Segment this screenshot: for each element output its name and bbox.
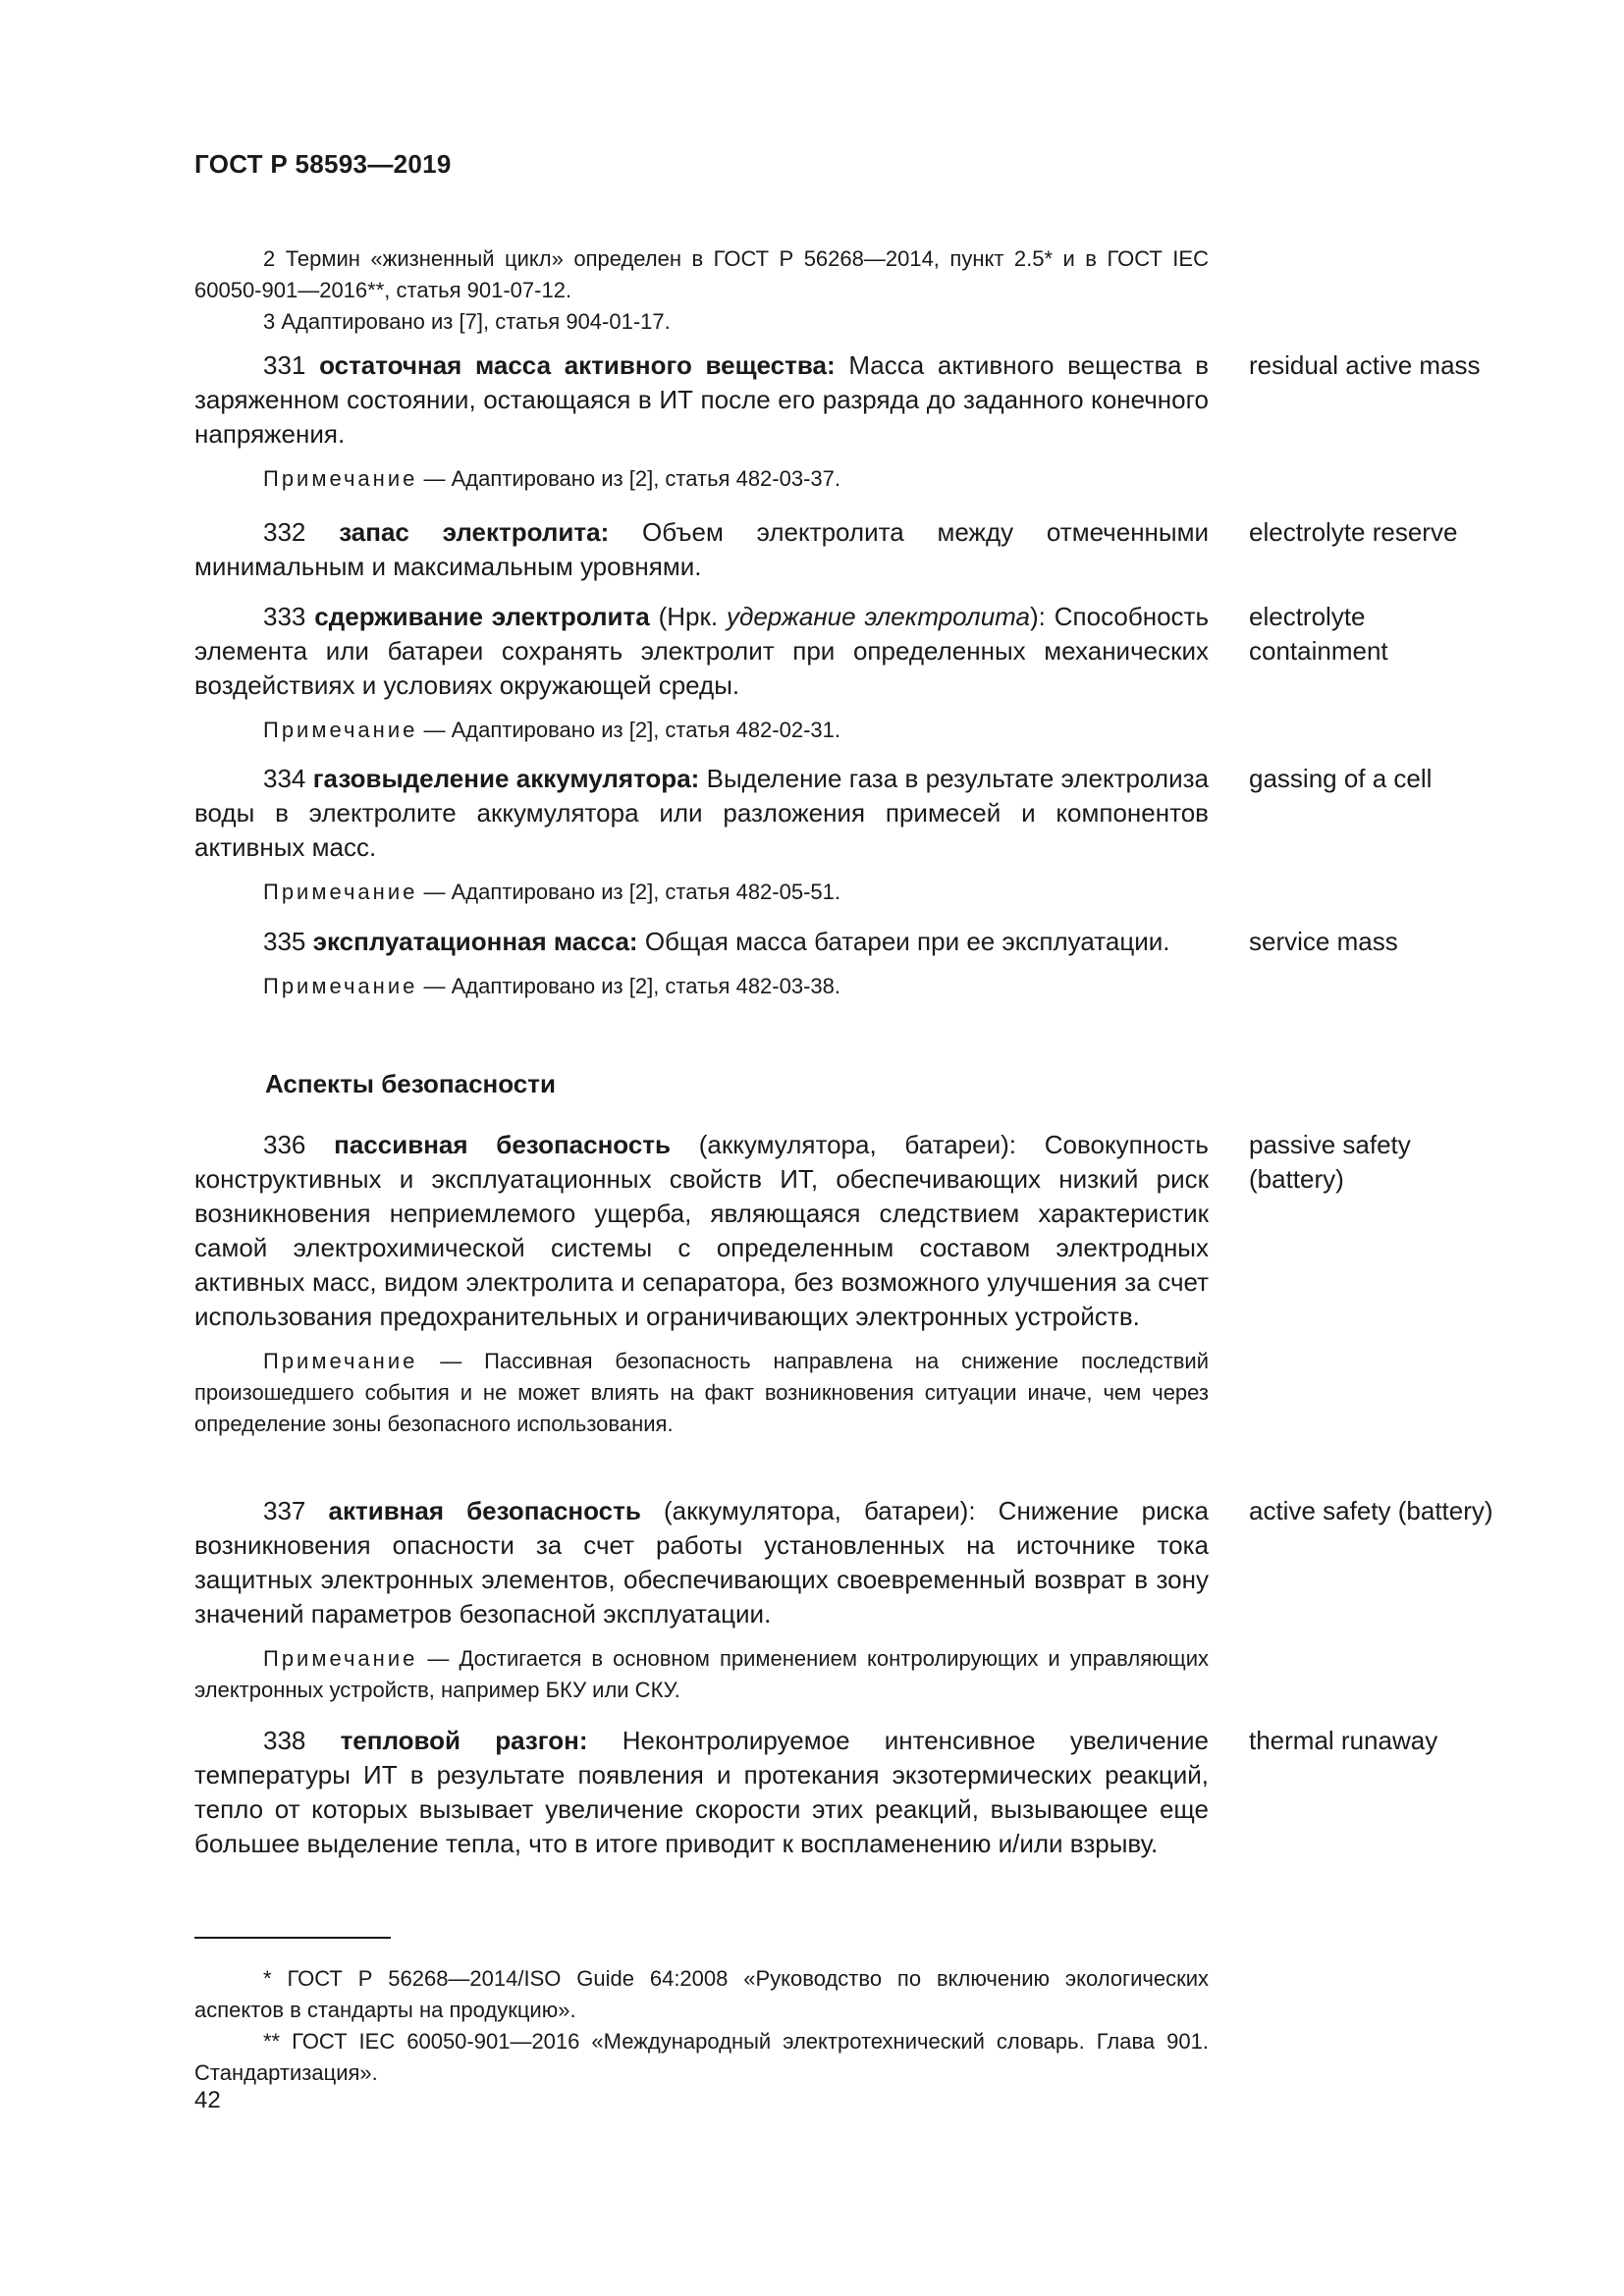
term-number: 331 (263, 350, 306, 380)
term-entry-335 (194, 925, 1209, 1002)
term-name: газовыделение аккумулятора: (312, 764, 700, 793)
term-number: 332 (263, 517, 306, 547)
term-name: активная безопасность (328, 1496, 641, 1525)
term-number: 337 (263, 1496, 306, 1525)
term-entry-333: 333 сдерживание электролита (Нрк. удержание электролита): Способность элемента или батареи сохранять электролит при определенных механических воздействиях и условиях окружающей среды. Примечание — Адаптировано из [2], статья 482-02-31. (194, 600, 1209, 746)
english-term: residual active mass (1249, 350, 1481, 380)
preliminary-note: 3 Адаптировано из [7], статья 904-01-17. (263, 309, 671, 334)
term-name: остаточная масса активного вещества: (319, 350, 836, 380)
preliminary-note: 2 Термин «жизненный цикл» определен в ГОСТ Р 56268—2014, пункт 2.5* и в ГОСТ IEC 60050-901—2016**, статья 901-07-12. (194, 246, 1209, 302)
term-definition: Выделение газа в результате электролиза воды в электролите аккумулятора или разложения примесей и компонентов активных масс. (194, 764, 1209, 862)
term-number: 334 (263, 764, 306, 793)
term-name: запас электролита: (339, 517, 610, 547)
footnote: * ГОСТ Р 56268—2014/ISO Guide 64:2008 «Руководство по включению экологических аспектов в стандарты на продукцию». (194, 1966, 1209, 2022)
term-name: пассивная безопасность (334, 1130, 671, 1159)
page-number: 42 (194, 2087, 221, 2113)
term-note: Примечание — Адаптировано из [2], статья 482-03-37. (263, 466, 840, 491)
term-definition: Объем электролита между отмеченными минимальным и максимальным уровнями. (194, 517, 1209, 581)
english-term: gassing of a cell (1249, 764, 1433, 793)
term-name: сдерживание электролита (314, 602, 650, 631)
preliminary-notes (194, 243, 1209, 338)
footnotes (194, 1963, 1209, 2089)
term-entry-337 (194, 1494, 1209, 1706)
footnote: ** ГОСТ IEC 60050-901—2016 «Международный электротехнический словарь. Глава 901. Стандартизация». (194, 2029, 1209, 2085)
english-term: thermal runaway (1249, 1726, 1438, 1755)
english-term: electrolyte containment (1249, 602, 1388, 666)
term-entry-331 (194, 348, 1209, 495)
term-definition: Неконтролируемое интенсивное увеличение температуры ИТ в результате появления и протекания экзотермических реакций, тепло от которых вызывает увеличение скорости этих реакций, вызывающее еще большее выделение тепла, что в итоге приводит к воспламенению и/или взрыву. (194, 1726, 1209, 1858)
term-number: 335 (263, 927, 306, 956)
term-definition: ): Способность элемента или батареи сохранять электролит при определенных механических воздействиях и условиях окружающей среды. (194, 602, 1209, 700)
term-note: Примечание — Адаптировано из [2], статья 482-05-51. (263, 880, 840, 904)
term-entry-336 (194, 1128, 1209, 1440)
term-definition: Масса активного вещества в заряженном состоянии, остающаяся в ИТ после его разряда до заданного конечного напряжения. (194, 350, 1210, 449)
term-entry-334 (194, 762, 1209, 908)
term-note: Примечание — Адаптировано из [2], статья 482-03-38. (263, 974, 840, 998)
english-term: active safety (battery) (1249, 1496, 1493, 1525)
term-note: Примечание — Достигается в основном применением контролирующих и управляющих электронных устройств, например БКУ или СКУ. (194, 1646, 1209, 1702)
term-entry-332 (194, 515, 1209, 584)
deprecated-term: удержание электролита (726, 602, 1030, 631)
term-definition: Общая масса батареи при ее эксплуатации. (637, 927, 1170, 956)
footnote-divider (194, 1937, 391, 1939)
term-definition: (аккумулятора, батареи): Снижение риска возникновения опасности за счет работы установленных на источнике тока защитных электронных элементов, обеспечивающих своевременный возврат в зону значений параметров безопасной эксплуатации. (194, 1496, 1210, 1629)
english-term: electrolyte reserve (1249, 517, 1458, 547)
term-note: Примечание — Адаптировано из [2], статья 482-02-31. (263, 718, 840, 742)
term-definition: (аккумулятора, батареи): Совокупность конструктивных и эксплуатационных свойств ИТ, обеспечивающих низкий риск возникновения неприемлемого ущерба, являющаяся следствием характеристик самой электрохимической системы с определенным составом электродных активных масс, видом электролита и сепаратора, без возможного улучшения за счет использования предохранительных и ограничивающих электронных устройств. (194, 1130, 1209, 1331)
document-header: ГОСТ Р 58593—2019 (194, 149, 452, 179)
english-term: service mass (1249, 927, 1398, 956)
term-number: 333 (263, 602, 306, 631)
term-entry-338 (194, 1724, 1209, 1861)
term-note: Примечание — Пассивная безопасность направлена на снижение последствий произошедшего события и не может влиять на факт возникновения ситуации иначе, чем через определение зоны безопасного использования. (194, 1349, 1209, 1436)
term-name: тепловой разгон: (340, 1726, 588, 1755)
english-term: passive safety (battery) (1249, 1130, 1411, 1194)
term-number: 338 (263, 1726, 306, 1755)
term-name: эксплуатационная масса: (312, 927, 638, 956)
term-number: 336 (263, 1130, 306, 1159)
section-heading: Аспекты безопасности (265, 1069, 556, 1098)
